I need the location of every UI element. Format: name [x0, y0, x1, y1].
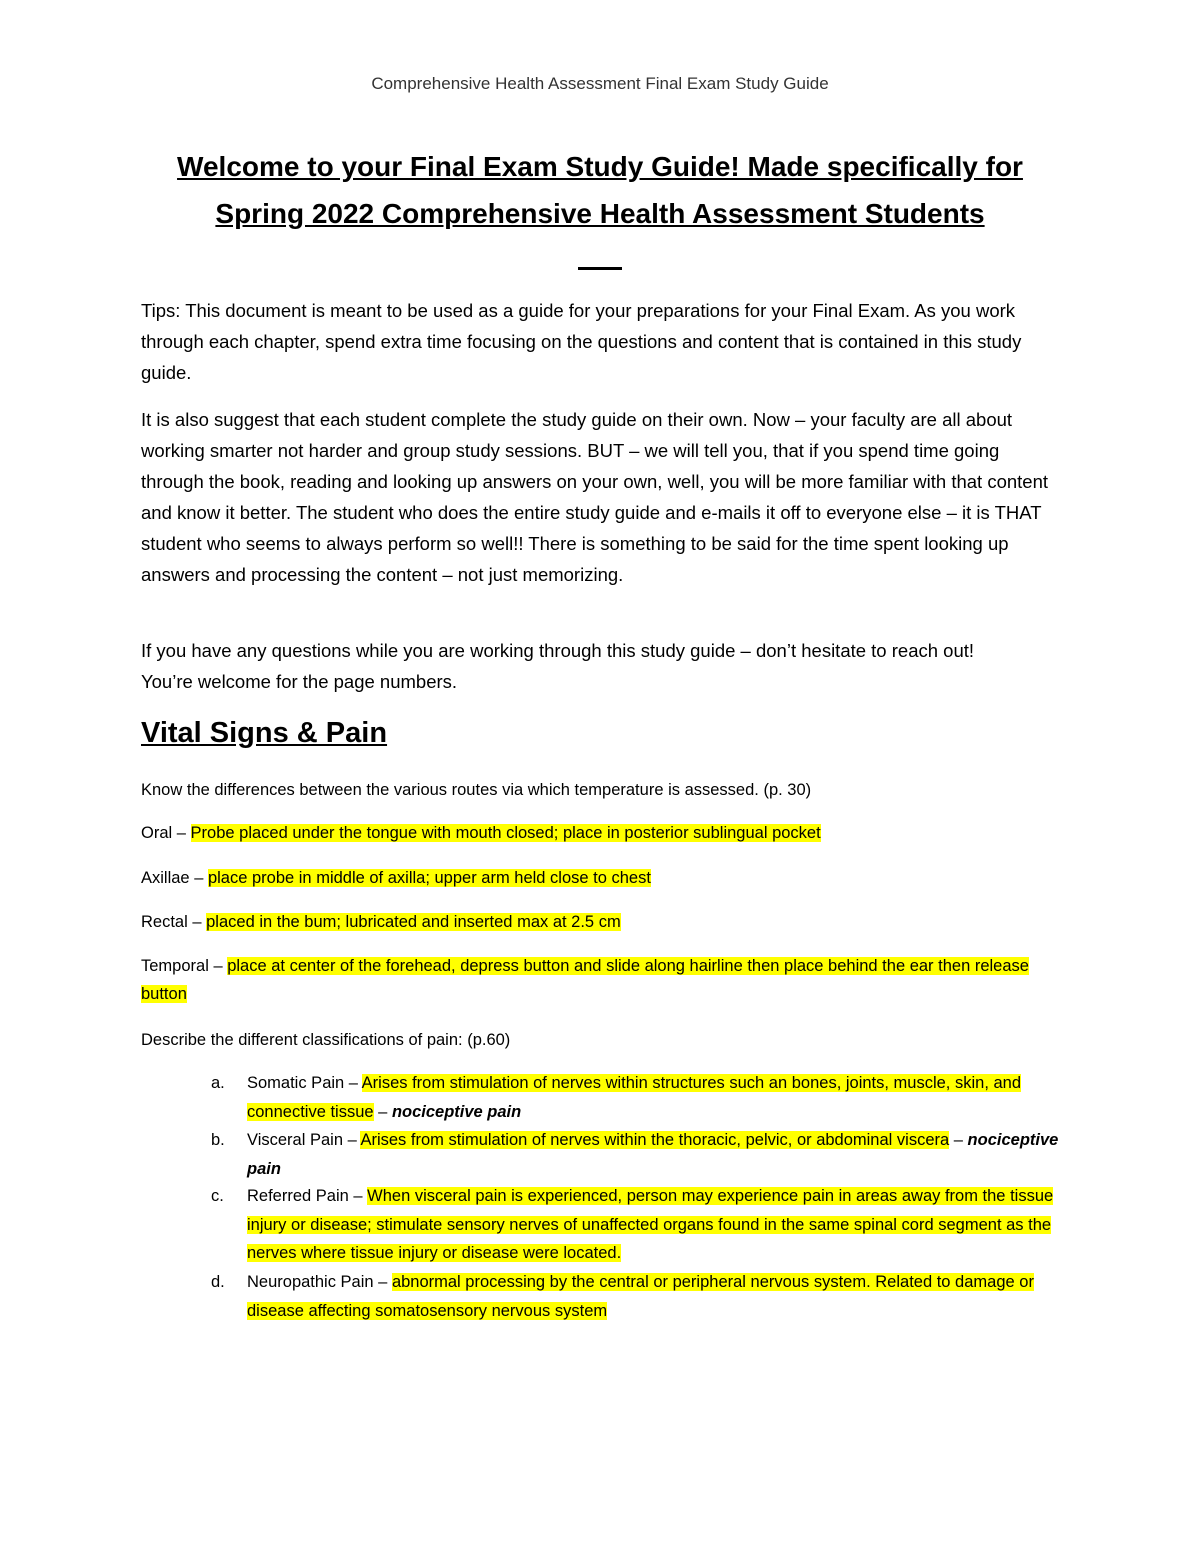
pain-type-referred: [211, 1182, 1061, 1268]
pain-answer: Arises from stimulation of nerves within structures such an bones, joints, muscle, skin, and connective tissue: [247, 1074, 1022, 1121]
page-header: Comprehensive Health Assessment Final Exam Study Guide: [371, 74, 829, 93]
pain-label: Somatic Pain –: [247, 1074, 362, 1092]
route-temporal: [141, 952, 1061, 1008]
pain-answer: When visceral pain is experienced, person may experience pain in areas away from the tissue injury or disease; stimulate sensory nerves of unaffected organs found in the same spinal cord segment as the nerves where tissue injury or disease were located.: [247, 1187, 1054, 1262]
list-marker: c.: [211, 1187, 224, 1205]
pain-category: nociceptive pain: [247, 1131, 1059, 1178]
temperature-question: Know the differences between the various routes via which temperature is assessed. (p. 30): [141, 781, 812, 799]
route-answer: place at center of the forehead, depress button and slide along hairline then place behind the ear then release button: [141, 957, 1029, 1003]
pain-type-neuropathic: [211, 1268, 1061, 1325]
advice-paragraph: It is also suggest that each student complete the study guide on their own. Now – your faculty are all about working smarter not harder and group study sessions. BUT – we will tell you, that if you spend time going through the book, reading and looking up answers on your own, well, you will be more familiar with that content and know it better. The student who does the entire study guide and e-mails it off to everyone else – it is THAT student who seems to always perform so well!! There is something to be said for the time spent looking up answers and processing the content – not just memorizing.: [141, 409, 1049, 585]
route-oral: [141, 819, 1061, 847]
pain-type-somatic: [211, 1069, 1061, 1126]
route-label: Axillae –: [141, 869, 208, 887]
route-label: Oral –: [141, 824, 191, 842]
route-answer: place probe in middle of axilla; upper arm held close to chest: [207, 869, 651, 887]
document-title: Welcome to your Final Exam Study Guide! Made specifically for Spring 2022 Comprehensive Health Assessment Students: [177, 151, 1023, 229]
title-divider: [578, 267, 622, 270]
contact-paragraph: If you have any questions while you are working through this study guide – don’t hesitate to reach out! You’re welcome for the page numbers.: [141, 640, 1010, 692]
pain-answer: Arises from stimulation of nerves within the thoracic, pelvic, or abdominal viscera: [360, 1131, 950, 1149]
route-answer: Probe placed under the tongue with mouth closed; place in posterior sublingual pocket: [190, 824, 821, 842]
list-marker: a.: [211, 1074, 225, 1092]
route-answer: placed in the bum; lubricated and inserted max at 2.5 cm: [206, 913, 621, 931]
route-label: Temporal –: [141, 957, 228, 975]
separator: –: [949, 1131, 968, 1149]
pain-label: Neuropathic Pain –: [247, 1273, 392, 1291]
list-marker: d.: [211, 1273, 225, 1291]
route-axillae: [141, 864, 1061, 892]
section-heading: Vital Signs & Pain: [141, 717, 388, 749]
pain-question: Describe the different classifications of pain: (p.60): [141, 1031, 511, 1049]
route-rectal: [141, 908, 1061, 936]
tips-paragraph: Tips: This document is meant to be used as a guide for your preparations for your Final Exam. As you work through each chapter, spend extra time focusing on the questions and content that is contained in this study guide.: [141, 300, 1022, 383]
route-label: Rectal –: [141, 913, 207, 931]
pain-label: Visceral Pain –: [247, 1131, 361, 1149]
list-marker: b.: [211, 1131, 225, 1149]
pain-type-visceral: [211, 1126, 1061, 1183]
separator: –: [373, 1102, 392, 1121]
pain-label: Referred Pain –: [247, 1187, 368, 1205]
pain-category: nociceptive pain: [391, 1102, 522, 1121]
pain-answer: abnormal processing by the central or peripheral nervous system. Related to damage or disease affecting somatosensory nervous system: [247, 1273, 1034, 1320]
